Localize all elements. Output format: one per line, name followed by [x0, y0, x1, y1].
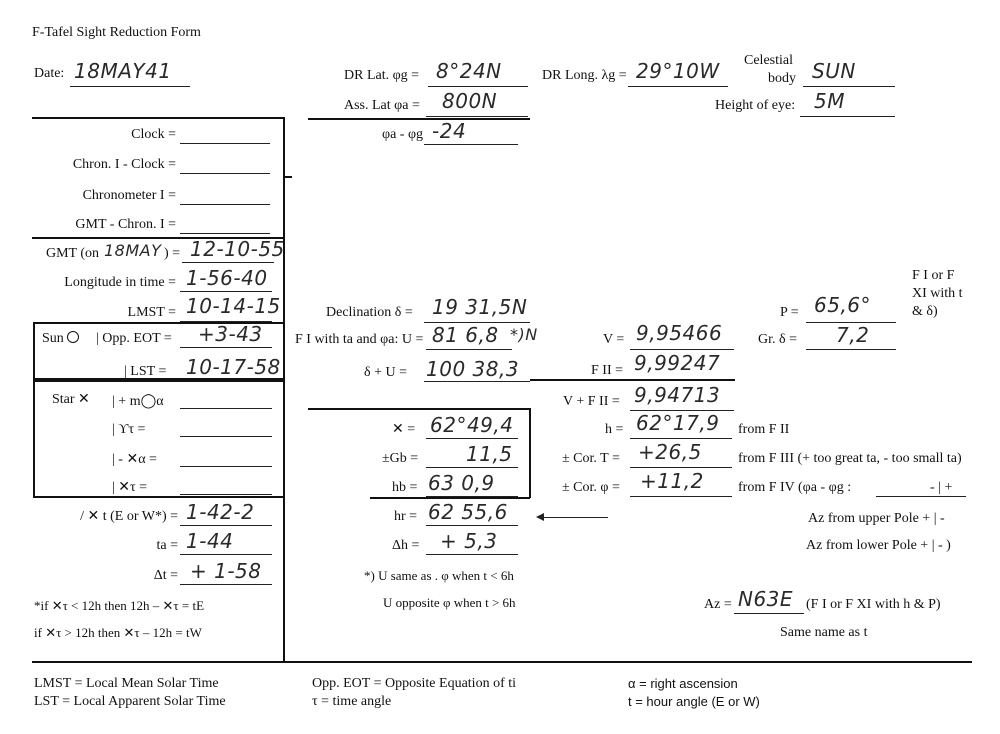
same-name-note: Same name as t [780, 625, 868, 640]
gmt-value[interactable]: 12-10-55 [190, 237, 285, 261]
f-note-2: XI with t [912, 286, 963, 301]
cor-phi-sign: - | + [930, 480, 953, 495]
cor-phi-note-line [876, 496, 966, 497]
date-line [70, 86, 190, 87]
lat-diff-label: φa - φg [382, 127, 424, 142]
legend-opp-eot: Opp. EOT = Opposite Equation of ti [312, 676, 517, 691]
dr-lat-label: DR Lat. φg = [344, 68, 420, 83]
body-label: body [768, 71, 796, 86]
hb-value[interactable]: 63 0,9 [428, 471, 495, 495]
gamma-label: | ϒτ = [112, 422, 146, 437]
clock-label: Clock = [131, 127, 176, 142]
gmt-on-date[interactable]: 18MAY [104, 241, 162, 260]
u-note-opposite: U opposite φ when t > 6h [383, 595, 516, 610]
ta-value[interactable]: 1-44 [186, 529, 234, 553]
height-eye-line [800, 116, 895, 117]
declination-label: Declination δ = [326, 305, 413, 320]
gr-delta-value[interactable]: 7,2 [836, 323, 870, 347]
legend-lmst: LMST = Local Mean Solar Time [34, 676, 219, 691]
p-value[interactable]: 65,6° [814, 293, 872, 317]
f2-label: F II = [591, 363, 624, 378]
tick-1 [284, 176, 292, 178]
ass-lat-value[interactable]: 800N [442, 89, 498, 113]
gmt-line [182, 262, 274, 263]
p-label: P = [780, 305, 799, 320]
dr-long-line [628, 86, 728, 87]
declination-value[interactable]: 19 31,5N [432, 295, 528, 319]
dr-long-value[interactable]: 29°10W [636, 59, 720, 83]
date-label: Date: [34, 66, 65, 81]
opp-eot-value[interactable]: +3-43 [198, 322, 263, 346]
v-value[interactable]: 9,95466 [636, 321, 723, 345]
dt-label: Δt = [153, 568, 178, 583]
hb-label: hb = [392, 480, 418, 495]
u-note-same: *) U same as . φ when t < 6h [364, 568, 514, 583]
f-note-1: F I or F [912, 268, 955, 283]
cor-phi-label: ± Cor. φ = [562, 480, 620, 495]
long-time-label: Longitude in time = [64, 275, 176, 290]
gmt-chron-line[interactable] [180, 233, 270, 234]
dr-lat-line [428, 86, 528, 87]
dt-value[interactable]: + 1-58 [190, 559, 262, 583]
lmst-value[interactable]: 10-14-15 [186, 294, 281, 318]
az-label: Az = [704, 597, 732, 612]
chronometer-label: Chronometer I = [82, 188, 176, 203]
chronometer-line[interactable] [180, 204, 270, 205]
gr-delta-line [806, 349, 896, 350]
az-note: (F I or F XI with h & P) [806, 597, 941, 612]
legend-tau: τ = time angle [312, 694, 392, 709]
rule-tw: if ✕τ > 12h then ✕τ – 12h = tW [34, 625, 202, 640]
dr-long-label: DR Long. λg = [542, 68, 627, 83]
v-line [630, 349, 734, 350]
opp-eot-line [180, 347, 272, 348]
f2-divider [530, 379, 735, 381]
clock-line[interactable] [180, 143, 270, 144]
lat-diff-line [424, 144, 518, 145]
hr-label: hr = [394, 509, 418, 524]
alt-box-bottom [370, 497, 530, 499]
t-line [180, 525, 272, 526]
x-line [426, 438, 518, 439]
height-eye-label: Height of eye: [715, 98, 796, 113]
height-eye-value[interactable]: 5M [814, 89, 845, 113]
gr-delta-label: Gr. δ = [758, 332, 797, 347]
az-lower-pole: Az from lower Pole + | - ) [806, 538, 951, 553]
cor-phi-note: from F IV (φa - φg : [738, 480, 852, 495]
cor-t-note: from F III (+ too great ta, - too small ta) [738, 451, 962, 466]
legend-divider [32, 661, 972, 663]
gb-label: ±Gb = [382, 451, 419, 466]
date-value[interactable]: 18MAY41 [74, 59, 172, 83]
az-value[interactable]: N63E [738, 587, 794, 611]
sun-label: Sun [42, 331, 79, 347]
ass-lat-label: Ass. Lat φa = [344, 98, 420, 113]
star-label: Star ✕ [52, 392, 90, 407]
f-note-3: & δ) [912, 304, 938, 319]
x-label: ✕ = [392, 422, 416, 437]
chron-clock-label: Chron. I - Clock = [72, 157, 176, 172]
opp-eot-label: | Opp. EOT = [96, 331, 172, 346]
minus-x-alpha-line[interactable] [180, 466, 272, 467]
delta-u-label: δ + U = [364, 365, 407, 380]
lmst-label: LMST = [127, 305, 176, 320]
long-time-line [180, 291, 272, 292]
time-top-line [32, 117, 284, 119]
cor-t-line [630, 467, 732, 468]
cor-t-value[interactable]: +26,5 [638, 440, 702, 464]
x-value[interactable]: 62°49,4 [430, 413, 514, 437]
legend-lst: LST = Local Apparent Solar Time [34, 694, 226, 709]
gb-value[interactable]: 11,5 [466, 442, 513, 466]
hb-line [426, 496, 518, 497]
alt-box-right [529, 408, 531, 498]
t-label: / ✕ t (E or W*) = [80, 509, 178, 524]
dh-line [426, 554, 518, 555]
celestial-label: Celestial [744, 53, 793, 68]
dr-lat-value[interactable]: 8°24N [436, 59, 502, 83]
dh-label: Δh = [392, 538, 420, 553]
minus-x-alpha-label: | - ✕α = [112, 452, 157, 467]
x-tau-label: | ✕τ = [112, 480, 148, 495]
gmt-equals: ) = [164, 246, 181, 261]
lat-diff-value[interactable]: -24 [432, 119, 467, 143]
ta-label: ta = [156, 538, 178, 553]
cor-phi-value[interactable]: +11,2 [640, 469, 704, 493]
cor-t-label: ± Cor. T = [562, 451, 620, 466]
h-note: from F II [738, 422, 790, 437]
h-label: h = [605, 422, 624, 437]
v-label: V = [603, 332, 625, 347]
t-value[interactable]: 1-42-2 [186, 500, 255, 524]
celestial-line [803, 86, 895, 87]
hr-value[interactable]: 62 55,6 [428, 500, 508, 524]
f2-value[interactable]: 9,99247 [634, 351, 721, 375]
dh-value[interactable]: + 5,3 [440, 529, 498, 553]
delta-u-value[interactable]: 100 38,3 [426, 357, 520, 381]
long-time-value[interactable]: 1-56-40 [186, 266, 268, 290]
chron-clock-line[interactable] [180, 173, 270, 174]
celestial-value[interactable]: SUN [812, 59, 856, 83]
delta-u-line [424, 381, 530, 382]
vf2-label: V + F II = [563, 394, 620, 409]
fi-u-label: F I with ta and φa: U = [295, 332, 424, 347]
left-arrow-icon [538, 517, 608, 518]
legend-t: t = hour angle (E or W) [628, 694, 760, 709]
h-value[interactable]: 62°17,9 [636, 411, 720, 435]
gamma-line[interactable] [180, 436, 272, 437]
fi-u-value[interactable]: 81 6,8 [432, 323, 499, 347]
cor-phi-line [630, 496, 732, 497]
lst-value[interactable]: 10-17-58 [186, 355, 281, 379]
form-title: F-Tafel Sight Reduction Form [32, 25, 201, 40]
fi-u-note: *)N [510, 325, 538, 344]
gmt-on-label: GMT (on [46, 246, 100, 261]
az-upper-pole: Az from upper Pole + | - [808, 511, 945, 526]
rule-te: *if ✕τ < 12h then 12h – ✕τ = tE [34, 598, 205, 613]
vf2-value[interactable]: 9,94713 [634, 383, 721, 407]
plus-m-alpha-line[interactable] [180, 408, 272, 409]
x-tau-line[interactable] [180, 494, 272, 495]
legend-alpha: α = right ascension [628, 676, 738, 691]
az-line [734, 613, 804, 614]
dt-line [180, 584, 272, 585]
lst-label: | LST = [124, 364, 167, 379]
gmt-chron-label: GMT - Chron. I = [75, 217, 176, 232]
fi-u-line [426, 349, 512, 350]
lat-divider [308, 118, 530, 120]
hr-line [426, 525, 518, 526]
sun-circle-icon [67, 331, 79, 343]
ass-lat-line [426, 116, 528, 117]
alt-top-line [308, 408, 530, 410]
ta-line [180, 554, 272, 555]
h-line [630, 438, 732, 439]
plus-m-alpha-label: | + m◯α [112, 394, 164, 409]
gb-line [426, 467, 518, 468]
